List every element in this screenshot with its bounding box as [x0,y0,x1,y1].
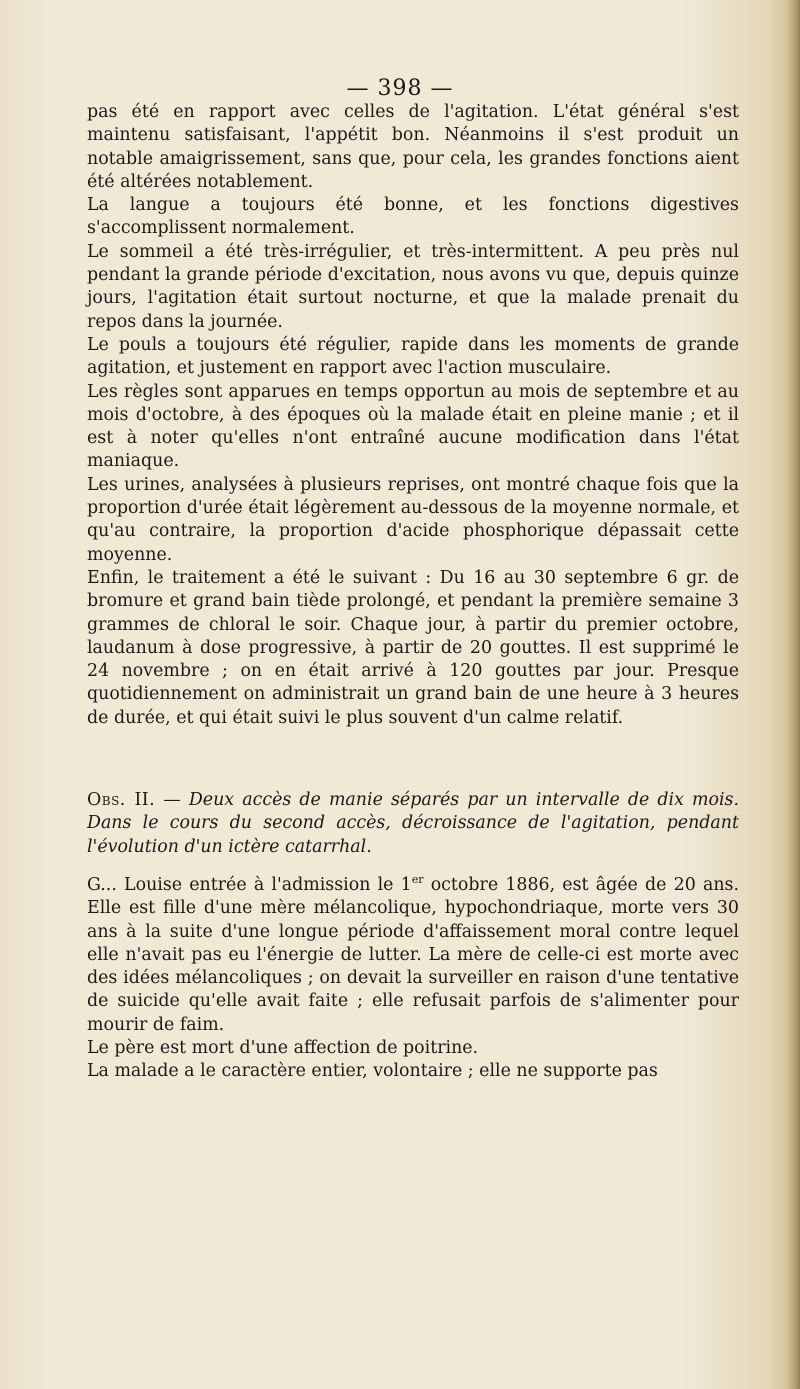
paragraph: Enfin, le traitement a été le suivant : Du 16 au 30 septembre 6 gr. de bromure et grand bain tiède prolongé, et pendant la première semaine 3 grammes de chloral le soir. Chaque jour, à partir du premier octobre, laudanum à dose progressive, à partir de 20 gouttes. Il est supprimé le 24 novembre ; on en était arrivé à 120 gouttes par jour. Presque quotidiennement on administrait un grand bain de une heure à 3 heures de durée, et qui était suivi le plus souvent d'un calme relatif. [87,567,739,728]
observation-heading [87,789,739,859]
observation-label: Obs. II. [87,790,156,810]
paragraph: La langue a toujours été bonne, et les fonctions digestives s'accomplissent normalement. [87,195,739,239]
body-text-section [87,101,739,730]
observation-dash: — [155,790,189,810]
paragraph: Les urines, analysées à plusieurs reprises, ont montré chaque fois que la proportion d'urée était légèrement au-dessous de la moyenne normale, et qu'au contraire, la proportion d'acide phosphorique dépassait cette moyenne. [87,474,739,565]
observation-title: Deux accès de manie séparés par un intervalle de dix mois. Dans le cours du second accès, décroissance de l'agitation, pendant l'évolution d'un ictère catarrhal. [87,790,740,857]
paragraph: La malade a le caractère entier, volontaire ; elle ne supporte pas [87,1061,658,1082]
paragraph: Le sommeil a été très-irrégulier, et très-intermittent. A peu près nul pendant la grande période d'excitation, nous avons vu que, depuis quinze jours, l'agitation était surtout nocturne, et que la malade prenait du repos dans la journée. [87,241,739,332]
paragraph: G... Louise entrée à l'admission le 1er octobre 1886, est âgée de 20 ans. Elle est fille d'une mère mélancolique, hypochondriaque, morte vers 30 ans à la suite d'une longue période d'affaissement moral contre lequel elle n'avait pas eu l'énergie de lutter. La mère de celle-ci est morte avec des idées mélancoliques ; on devait la surveiller en raison d'une tentative de suicide qu'elle avait faite ; elle refusait parfois de s'alimenter pour mourir de faim. [87,873,739,1035]
paragraph: Le pouls a toujours été régulier, rapide dans les moments de grande agitation, et justement en rapport avec l'action musculaire. [87,334,739,379]
paragraph: pas été en rapport avec celles de l'agitation. L'état général s'est maintenu satisfaisant, l'appétit bon. Néanmoins il s'est produit un notable amaigrissement, sans que, pour cela, les grandes fonctions aient été altérées notablement. [87,102,739,192]
paragraph: Les règles sont apparues en temps opportun au mois de septembre et au mois d'octobre, à des époques où la malade était en pleine manie ; et il est à noter qu'elles n'ont entraîné aucune modification dans l'état maniaque. [87,381,739,472]
page-edge-shadow [786,0,800,1389]
observation-body [87,874,739,1084]
paragraph: Le père est mort d'une affection de poitrine. [87,1038,479,1059]
page-number: — 398 — [346,76,454,101]
